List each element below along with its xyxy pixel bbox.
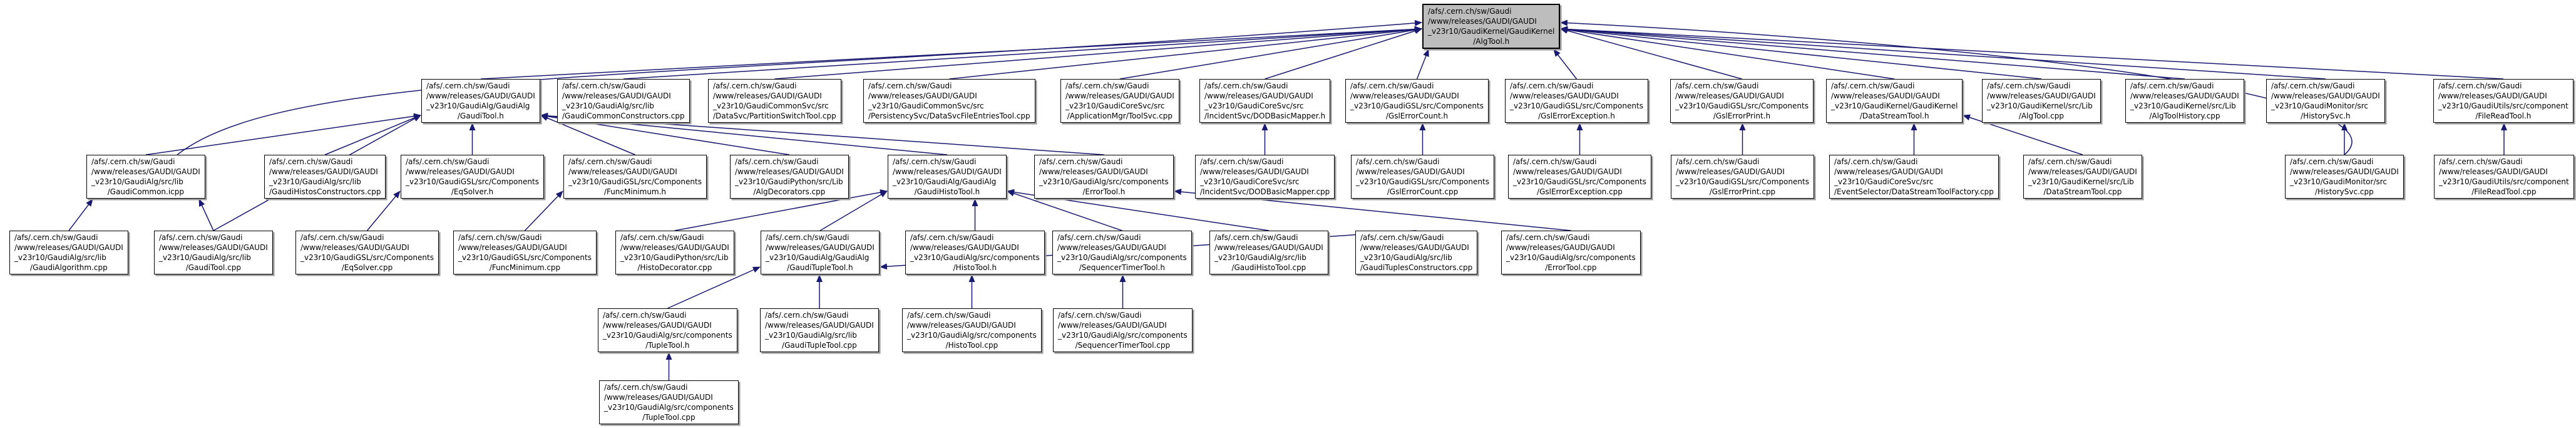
- node-path-line: /GaudiTool.h: [457, 112, 504, 120]
- node-path-line: /www/releases/GAUDI/GAUDI: [1039, 167, 1148, 176]
- node-path-line: /afs/.cern.ch/sw/Gaudi: [1513, 157, 1597, 166]
- node-path-line: _v23r10/GaudiGSL/src/Components: [1356, 177, 1489, 186]
- node-path-line: /afs/.cern.ch/sw/Gaudi: [713, 81, 797, 90]
- graph-node-histotool-h[interactable]: [905, 231, 1045, 274]
- graph-node-algtool-h: [1422, 4, 1560, 49]
- node-path-line: _v23r10/GaudiKernel/src/Lib: [2130, 102, 2236, 110]
- graph-node-gslerrorprint-h[interactable]: [1670, 79, 1814, 123]
- node-path-line: /www/releases/GAUDI/GAUDI: [1831, 91, 1940, 100]
- node-path-line: /GslErrorCount.cpp: [1387, 187, 1459, 196]
- graph-node-sequencertimertool-cpp[interactable]: [1053, 308, 1193, 352]
- node-path-line: /www/releases/GAUDI/GAUDI: [735, 167, 844, 176]
- node-path-line: _v23r10/GaudiCoreSvc/src: [1834, 177, 1934, 186]
- node-path-line: /afs/.cern.ch/sw/Gaudi: [1356, 157, 1440, 166]
- node-path-line: /www/releases/GAUDI/GAUDI: [269, 167, 378, 176]
- node-path-line: /GaudiAlgorithm.cpp: [30, 263, 108, 272]
- node-path-line: _v23r10/GaudiAlg/src/lib: [1214, 253, 1306, 262]
- node-path-line: /HistoDecorator.cpp: [637, 263, 712, 272]
- node-path-line: _v23r10/GaudiPython/src/Lib: [620, 253, 729, 262]
- graph-node-gaudialgorithm-cpp[interactable]: [9, 231, 128, 274]
- node-path-line: /www/releases/GAUDI/GAUDI: [562, 91, 671, 100]
- node-path-line: /afs/.cern.ch/sw/Gaudi: [620, 233, 704, 242]
- node-path-line: /GaudiHistoTool.cpp: [1231, 263, 1306, 272]
- node-path-line: /afs/.cern.ch/sw/Gaudi: [1200, 157, 1284, 166]
- include-edge: [1561, 29, 2326, 79]
- node-path-line: _v23r10/GaudiCoreSvc/src: [1204, 102, 1304, 110]
- node-path-line: /GslErrorPrint.cpp: [1709, 187, 1776, 196]
- node-path-line: /HistoTool.cpp: [945, 341, 998, 350]
- include-edge: [325, 115, 421, 155]
- graph-node-dodbasicmapper-h[interactable]: [1199, 79, 1330, 123]
- node-path-line: /afs/.cern.ch/sw/Gaudi: [1676, 157, 1760, 166]
- graph-node-historysvc-h[interactable]: [2266, 79, 2385, 123]
- node-path-line: /www/releases/GAUDI/GAUDI: [766, 243, 875, 252]
- node-path-line: _v23r10/GaudiAlg/src/components: [910, 253, 1040, 262]
- node-path-line: /afs/.cern.ch/sw/Gaudi: [2130, 81, 2214, 90]
- node-path-line: _v23r10/GaudiAlg/src/components: [1057, 253, 1187, 262]
- node-path-line: /afs/.cern.ch/sw/Gaudi: [269, 157, 353, 166]
- graph-node-gslerrorcount-cpp[interactable]: [1351, 155, 1494, 199]
- node-path-line: /www/releases/GAUDI/GAUDI: [1214, 243, 1323, 252]
- node-path-line: /GaudiHistoTool.h: [914, 187, 980, 196]
- graph-node-dodbasicmapper-cpp[interactable]: [1195, 155, 1335, 199]
- node-path-line: /afs/.cern.ch/sw/Gaudi: [868, 81, 952, 90]
- graph-node-gaudituplesconstructors-cpp[interactable]: [1355, 231, 1477, 274]
- node-path-line: /www/releases/GAUDI/GAUDI: [1350, 91, 1459, 100]
- node-path-line: /TupleTool.h: [645, 341, 690, 350]
- node-path-line: _v23r10/GaudiAlg/GaudiAlg: [426, 102, 530, 110]
- node-path-line: /afs/.cern.ch/sw/Gaudi: [1360, 233, 1444, 242]
- include-edge: [775, 29, 1422, 79]
- node-path-line: /www/releases/GAUDI/GAUDI: [1676, 167, 1785, 176]
- node-path-line: /ApplicationMgr/ToolSvc.cpp: [1067, 112, 1173, 120]
- node-path-line: /afs/.cern.ch/sw/Gaudi: [2290, 157, 2374, 166]
- node-path-line: /www/releases/GAUDI/GAUDI: [2439, 167, 2548, 176]
- graph-node-gauditupletool-h[interactable]: [761, 231, 880, 274]
- node-path-line: _v23r10/GaudiAlg/GaudiAlg: [766, 253, 870, 262]
- node-path-line: /www/releases/GAUDI/GAUDI: [2271, 91, 2380, 100]
- graph-node-gslerrorexception-cpp[interactable]: [1508, 155, 1651, 199]
- node-path-line: /afs/.cern.ch/sw/Gaudi: [14, 233, 98, 242]
- node-path-line: /afs/.cern.ch/sw/Gaudi: [2271, 81, 2355, 90]
- node-path-line: _v23r10/GaudiGSL/src/Components: [1675, 102, 1809, 110]
- node-path-line: _v23r10/GaudiUtils/src/component: [2439, 177, 2569, 186]
- node-path-line: /www/releases/GAUDI/GAUDI: [1428, 17, 1537, 26]
- node-path-line: /www/releases/GAUDI/GAUDI: [1057, 243, 1166, 252]
- include-edge: [1265, 29, 1422, 79]
- graph-node-filereadtool-h[interactable]: [2433, 79, 2573, 123]
- node-path-line: /afs/.cern.ch/sw/Gaudi: [1039, 157, 1123, 166]
- graph-node-algtool-cpp[interactable]: [1982, 79, 2101, 123]
- node-path-line: /afs/.cern.ch/sw/Gaudi: [426, 81, 510, 90]
- node-path-line: _v23r10/GaudiKernel/GaudiKernel: [1831, 102, 1958, 110]
- node-path-line: /afs/.cern.ch/sw/Gaudi: [2028, 157, 2112, 166]
- graph-node-filereadtool-cpp[interactable]: [2434, 155, 2574, 199]
- node-path-line: /www/releases/GAUDI/GAUDI: [1675, 91, 1784, 100]
- node-path-line: /afs/.cern.ch/sw/Gaudi: [1350, 81, 1434, 90]
- node-path-line: /DataSvc/PartitionSwitchTool.cpp: [713, 112, 836, 120]
- node-path-line: /www/releases/GAUDI/GAUDI: [620, 243, 729, 252]
- include-edge: [1561, 29, 2185, 79]
- node-path-line: /afs/.cern.ch/sw/Gaudi: [893, 157, 977, 166]
- graph-node-histodecorator-cpp[interactable]: [615, 231, 734, 274]
- node-path-line: /afs/.cern.ch/sw/Gaudi: [604, 383, 688, 392]
- graph-node-gaudihistotool-h[interactable]: [888, 155, 1007, 199]
- node-path-line: /GaudiTuplesConstructors.cpp: [1360, 263, 1473, 272]
- node-path-line: /www/releases/GAUDI/GAUDI: [1987, 91, 2096, 100]
- node-path-line: _v23r10/GaudiAlg/src/lib: [91, 177, 183, 186]
- node-path-line: /afs/.cern.ch/sw/Gaudi: [1058, 311, 1142, 320]
- node-path-line: _v23r10/GaudiCoreSvc/src: [1065, 102, 1165, 110]
- include-edge: [146, 115, 421, 155]
- node-path-line: /www/releases/GAUDI/GAUDI: [14, 243, 123, 252]
- node-path-line: /www/releases/GAUDI/GAUDI: [2290, 167, 2399, 176]
- graph-node-gauditool-cpp[interactable]: [154, 231, 273, 274]
- node-path-line: /HistorySvc.h: [2301, 112, 2351, 120]
- node-path-line: /afs/.cern.ch/sw/Gaudi: [1506, 233, 1590, 242]
- node-path-line: _v23r10/GaudiGSL/src/Components: [1513, 177, 1646, 186]
- graph-node-funcminimum-h[interactable]: [563, 155, 707, 199]
- node-path-line: _v23r10/GaudiCoreSvc/src: [1200, 177, 1300, 186]
- node-path-line: /afs/.cern.ch/sw/Gaudi: [910, 233, 994, 242]
- node-path-line: /afs/.cern.ch/sw/Gaudi: [1204, 81, 1288, 90]
- node-path-line: /afs/.cern.ch/sw/Gaudi: [568, 157, 652, 166]
- graph-node-gauditupletool-cpp[interactable]: [760, 308, 879, 352]
- node-path-line: /AlgTool.cpp: [2018, 112, 2064, 120]
- node-path-line: /afs/.cern.ch/sw/Gaudi: [735, 157, 819, 166]
- node-path-line: /afs/.cern.ch/sw/Gaudi: [562, 81, 646, 90]
- graph-node-datastreamtoolfactory-cpp[interactable]: [1829, 155, 1999, 199]
- node-path-line: /DataStreamTool.h: [1859, 112, 1929, 120]
- node-path-line: /www/releases/GAUDI/GAUDI: [1834, 167, 1943, 176]
- node-path-line: /IncidentSvc/DODBasicMapper.cpp: [1200, 187, 1330, 196]
- node-path-line: _v23r10/GaudiAlg/src/components: [1506, 253, 1636, 262]
- graph-node-gaudicommonconstructors-cpp[interactable]: [557, 79, 690, 123]
- graph-node-partitionswitchtool-cpp[interactable]: [708, 79, 841, 123]
- node-path-line: /EventSelector/DataStreamToolFactory.cpp: [1834, 187, 1994, 196]
- graph-node-errortool-h[interactable]: [1034, 155, 1174, 199]
- graph-node-funcminimum-cpp[interactable]: [453, 231, 597, 274]
- graph-node-eqsolver-cpp[interactable]: [295, 231, 439, 274]
- node-path-line: /www/releases/GAUDI/GAUDI: [604, 393, 713, 402]
- node-path-line: /SequencerTimerTool.cpp: [1075, 341, 1171, 350]
- node-path-line: /TupleTool.cpp: [642, 413, 695, 422]
- node-path-line: /www/releases/GAUDI/GAUDI: [910, 243, 1019, 252]
- node-path-line: /www/releases/GAUDI/GAUDI: [1510, 91, 1619, 100]
- node-path-line: /PersistencySvc/DataSvcFileEntriesTool.cpp: [868, 112, 1030, 120]
- node-path-line: /www/releases/GAUDI/GAUDI: [91, 167, 200, 176]
- node-path-line: _v23r10/GaudiAlg/src/components: [1058, 331, 1188, 340]
- graph-node-algtoolhistory-cpp[interactable]: [2125, 79, 2244, 123]
- include-edge: [1561, 29, 1894, 79]
- include-edge: [623, 29, 1422, 79]
- graph-node-gslerrorprint-cpp[interactable]: [1671, 155, 1814, 199]
- node-path-line: /SequencerTimerTool.h: [1079, 263, 1165, 272]
- node-path-line: /www/releases/GAUDI/GAUDI: [765, 321, 874, 330]
- graph-node-histotool-cpp[interactable]: [902, 308, 1042, 352]
- include-edge: [1561, 29, 2041, 79]
- include-edge: [950, 29, 1422, 79]
- node-path-line: /GaudiTupleTool.cpp: [782, 341, 857, 350]
- node-path-line: _v23r10/GaudiMonitor/src: [2290, 177, 2388, 186]
- node-path-line: /GaudiTool.cpp: [185, 263, 241, 272]
- node-path-line: /www/releases/GAUDI/GAUDI: [603, 321, 712, 330]
- node-path-line: /www/releases/GAUDI/GAUDI: [1065, 91, 1174, 100]
- graph-node-gslerrorexception-h[interactable]: [1505, 79, 1648, 123]
- node-path-line: /www/releases/GAUDI/GAUDI: [1204, 91, 1313, 100]
- node-path-line: /HistorySvc.cpp: [2315, 187, 2374, 196]
- node-path-line: /FileReadTool.h: [2475, 112, 2532, 120]
- node-path-line: _v23r10/GaudiGSL/src/Components: [406, 177, 539, 186]
- node-path-line: /afs/.cern.ch/sw/Gaudi: [1428, 7, 1512, 16]
- node-path-line: /www/releases/GAUDI/GAUDI: [300, 243, 409, 252]
- graph-node-gslerrorcount-h[interactable]: [1345, 79, 1489, 123]
- node-path-line: /www/releases/GAUDI/GAUDI: [159, 243, 268, 252]
- graph-node-toolsvc-cpp[interactable]: [1060, 79, 1179, 123]
- node-path-line: _v23r10/GaudiGSL/src/Components: [458, 253, 592, 262]
- node-path-line: /GslErrorException.cpp: [1537, 187, 1623, 196]
- node-path-line: /EqSolver.h: [451, 187, 494, 196]
- node-path-line: /AlgToolHistory.cpp: [2149, 112, 2220, 120]
- node-path-line: /afs/.cern.ch/sw/Gaudi: [2439, 157, 2523, 166]
- node-path-line: /FuncMinimum.h: [603, 187, 667, 196]
- node-path-line: _v23r10/GaudiAlg/src/lib: [1360, 253, 1452, 262]
- node-path-line: /afs/.cern.ch/sw/Gaudi: [458, 233, 542, 242]
- node-path-line: /HistoTool.h: [953, 263, 997, 272]
- node-path-line: /afs/.cern.ch/sw/Gaudi: [300, 233, 384, 242]
- node-path-line: /afs/.cern.ch/sw/Gaudi: [765, 311, 849, 320]
- node-path-line: /afs/.cern.ch/sw/Gaudi: [1510, 81, 1594, 90]
- node-path-line: /afs/.cern.ch/sw/Gaudi: [91, 157, 175, 166]
- node-path-line: /afs/.cern.ch/sw/Gaudi: [1214, 233, 1298, 242]
- node-path-line: _v23r10/GaudiGSL/src/Components: [568, 177, 702, 186]
- graph-node-datastreamtool-cpp[interactable]: [2023, 155, 2142, 199]
- node-path-line: _v23r10/GaudiGSL/src/Components: [1676, 177, 1809, 186]
- node-path-line: /www/releases/GAUDI/GAUDI: [2028, 167, 2137, 176]
- graph-node-historysvc-cpp[interactable]: [2285, 155, 2404, 199]
- node-path-line: /FuncMinimum.cpp: [489, 263, 561, 272]
- node-path-line: /ErrorTool.cpp: [1545, 263, 1597, 272]
- node-path-line: /GaudiTupleTool.h: [787, 263, 853, 272]
- node-path-line: /GslErrorPrint.h: [1713, 112, 1771, 120]
- node-path-line: /afs/.cern.ch/sw/Gaudi: [603, 311, 687, 320]
- node-path-line: _v23r10/GaudiMonitor/src: [2271, 102, 2369, 110]
- node-path-line: /afs/.cern.ch/sw/Gaudi: [1834, 157, 1918, 166]
- node-path-line: /AlgTool.h: [1473, 37, 1510, 46]
- node-path-line: _v23r10/GaudiAlg/src/lib: [269, 177, 361, 186]
- graph-node-gaudihistosconstructors-cpp[interactable]: [264, 155, 386, 199]
- node-path-line: /www/releases/GAUDI/GAUDI: [1356, 167, 1465, 176]
- include-edge: [199, 199, 213, 231]
- node-path-line: /IncidentSvc/DODBasicMapper.h: [1204, 112, 1326, 120]
- node-path-line: /www/releases/GAUDI/GAUDI: [406, 167, 515, 176]
- node-path-line: /GslErrorCount.h: [1385, 112, 1449, 120]
- node-path-line: /www/releases/GAUDI/GAUDI: [893, 167, 1002, 176]
- node-path-line: /GaudiCommonConstructors.cpp: [562, 112, 685, 120]
- node-path-line: /GaudiHistosConstructors.cpp: [269, 187, 381, 196]
- node-path-line: /www/releases/GAUDI/GAUDI: [1200, 167, 1309, 176]
- node-path-line: /afs/.cern.ch/sw/Gaudi: [1057, 233, 1141, 242]
- graph-node-gauditool-h[interactable]: [421, 79, 540, 123]
- graph-node-gaudihistotool-cpp[interactable]: [1209, 231, 1328, 274]
- node-path-line: _v23r10/GaudiKernel/GaudiKernel: [1428, 27, 1555, 36]
- node-path-line: /www/releases/GAUDI/GAUDI: [1360, 243, 1469, 252]
- node-path-line: /afs/.cern.ch/sw/Gaudi: [1065, 81, 1149, 90]
- graph-node-datastreamtool-h[interactable]: [1826, 79, 1963, 123]
- node-path-line: _v23r10/GaudiAlg/src/lib: [14, 253, 106, 262]
- node-path-line: /FileReadTool.cpp: [2471, 187, 2537, 196]
- graph-node-errortool-cpp[interactable]: [1501, 231, 1641, 274]
- include-edge: [1120, 29, 1422, 79]
- node-path-line: /www/releases/GAUDI/GAUDI: [1506, 243, 1615, 252]
- node-path-line: /www/releases/GAUDI/GAUDI: [458, 243, 567, 252]
- node-path-line: _v23r10/GaudiAlg/src/lib: [765, 331, 857, 340]
- graph-node-tupletool-cpp[interactable]: [599, 380, 739, 424]
- node-path-line: _v23r10/GaudiAlg/src/components: [907, 331, 1037, 340]
- node-path-line: _v23r10/GaudiPython/src/Lib: [735, 177, 843, 186]
- node-path-line: _v23r10/GaudiAlg/src/components: [603, 331, 732, 340]
- node-path-line: /AlgDecorators.cpp: [753, 187, 826, 196]
- node-path-line: /www/releases/GAUDI/GAUDI: [568, 167, 677, 176]
- node-path-line: /www/releases/GAUDI/GAUDI: [1513, 167, 1622, 176]
- node-path-line: _v23r10/GaudiGSL/src/Components: [1510, 102, 1643, 110]
- node-path-line: _v23r10/GaudiKernel/src/Lib: [1987, 102, 2093, 110]
- node-path-line: _v23r10/GaudiUtils/src/component: [2438, 102, 2568, 110]
- node-path-line: /afs/.cern.ch/sw/Gaudi: [907, 311, 991, 320]
- node-path-line: _v23r10/GaudiGSL/src/Components: [300, 253, 434, 262]
- node-path-line: /afs/.cern.ch/sw/Gaudi: [2438, 81, 2522, 90]
- node-path-line: _v23r10/GaudiAlg/GaudiAlg: [893, 177, 997, 186]
- node-path-line: /ErrorTool.h: [1082, 187, 1126, 196]
- graph-node-eqsolver-h[interactable]: [401, 155, 544, 199]
- include-edge: [481, 29, 1422, 79]
- node-path-line: _v23r10/GaudiKernel/src/Lib: [2028, 177, 2134, 186]
- node-path-line: /afs/.cern.ch/sw/Gaudi: [766, 233, 849, 242]
- graph-node-gaudicommon-icpp[interactable]: [86, 155, 205, 199]
- include-edge: [1554, 50, 1577, 79]
- node-path-line: /www/releases/GAUDI/GAUDI: [868, 91, 977, 100]
- node-path-line: /DataStreamTool.cpp: [2043, 187, 2122, 196]
- node-path-line: /EqSolver.cpp: [341, 263, 393, 272]
- node-path-line: /afs/.cern.ch/sw/Gaudi: [159, 233, 243, 242]
- node-path-line: _v23r10/GaudiGSL/src/Components: [1350, 102, 1484, 110]
- node-path-line: _v23r10/GaudiAlg/src/lib: [159, 253, 251, 262]
- node-path-line: /www/releases/GAUDI/GAUDI: [713, 91, 822, 100]
- include-edge: [1561, 29, 1742, 79]
- node-path-line: _v23r10/GaudiAlg/src/components: [1039, 177, 1169, 186]
- include-edge: [1417, 50, 1429, 79]
- include-edge: [1561, 29, 2503, 79]
- node-path-line: /afs/.cern.ch/sw/Gaudi: [1831, 81, 1915, 90]
- node-path-line: _v23r10/GaudiCommonSvc/src: [868, 102, 984, 110]
- node-path-line: /www/releases/GAUDI/GAUDI: [1058, 321, 1167, 330]
- node-path-line: /www/releases/GAUDI/GAUDI: [2130, 91, 2239, 100]
- node-path-line: /www/releases/GAUDI/GAUDI: [426, 91, 535, 100]
- node-path-line: /afs/.cern.ch/sw/Gaudi: [1675, 81, 1759, 90]
- graph-node-sequencertimertool-h[interactable]: [1052, 231, 1192, 274]
- node-path-line: /GslErrorException.h: [1538, 112, 1615, 120]
- node-path-line: /www/releases/GAUDI/GAUDI: [907, 321, 1016, 330]
- graph-node-algdecorators-cpp[interactable]: [730, 155, 849, 199]
- node-path-line: _v23r10/GaudiCommonSvc/src: [713, 102, 829, 110]
- node-path-line: /afs/.cern.ch/sw/Gaudi: [406, 157, 490, 166]
- graph-node-tupletool-h[interactable]: [598, 308, 737, 352]
- include-edge: [69, 199, 93, 231]
- node-path-line: /www/releases/GAUDI/GAUDI: [2438, 91, 2547, 100]
- graph-node-datasvcfileentriestool-cpp[interactable]: [863, 79, 1035, 123]
- node-path-line: /afs/.cern.ch/sw/Gaudi: [1987, 81, 2071, 90]
- node-path-line: _v23r10/GaudiAlg/src/lib: [562, 102, 654, 110]
- node-path-line: _v23r10/GaudiAlg/src/components: [604, 403, 734, 412]
- node-path-line: /GaudiCommon.icpp: [107, 187, 185, 196]
